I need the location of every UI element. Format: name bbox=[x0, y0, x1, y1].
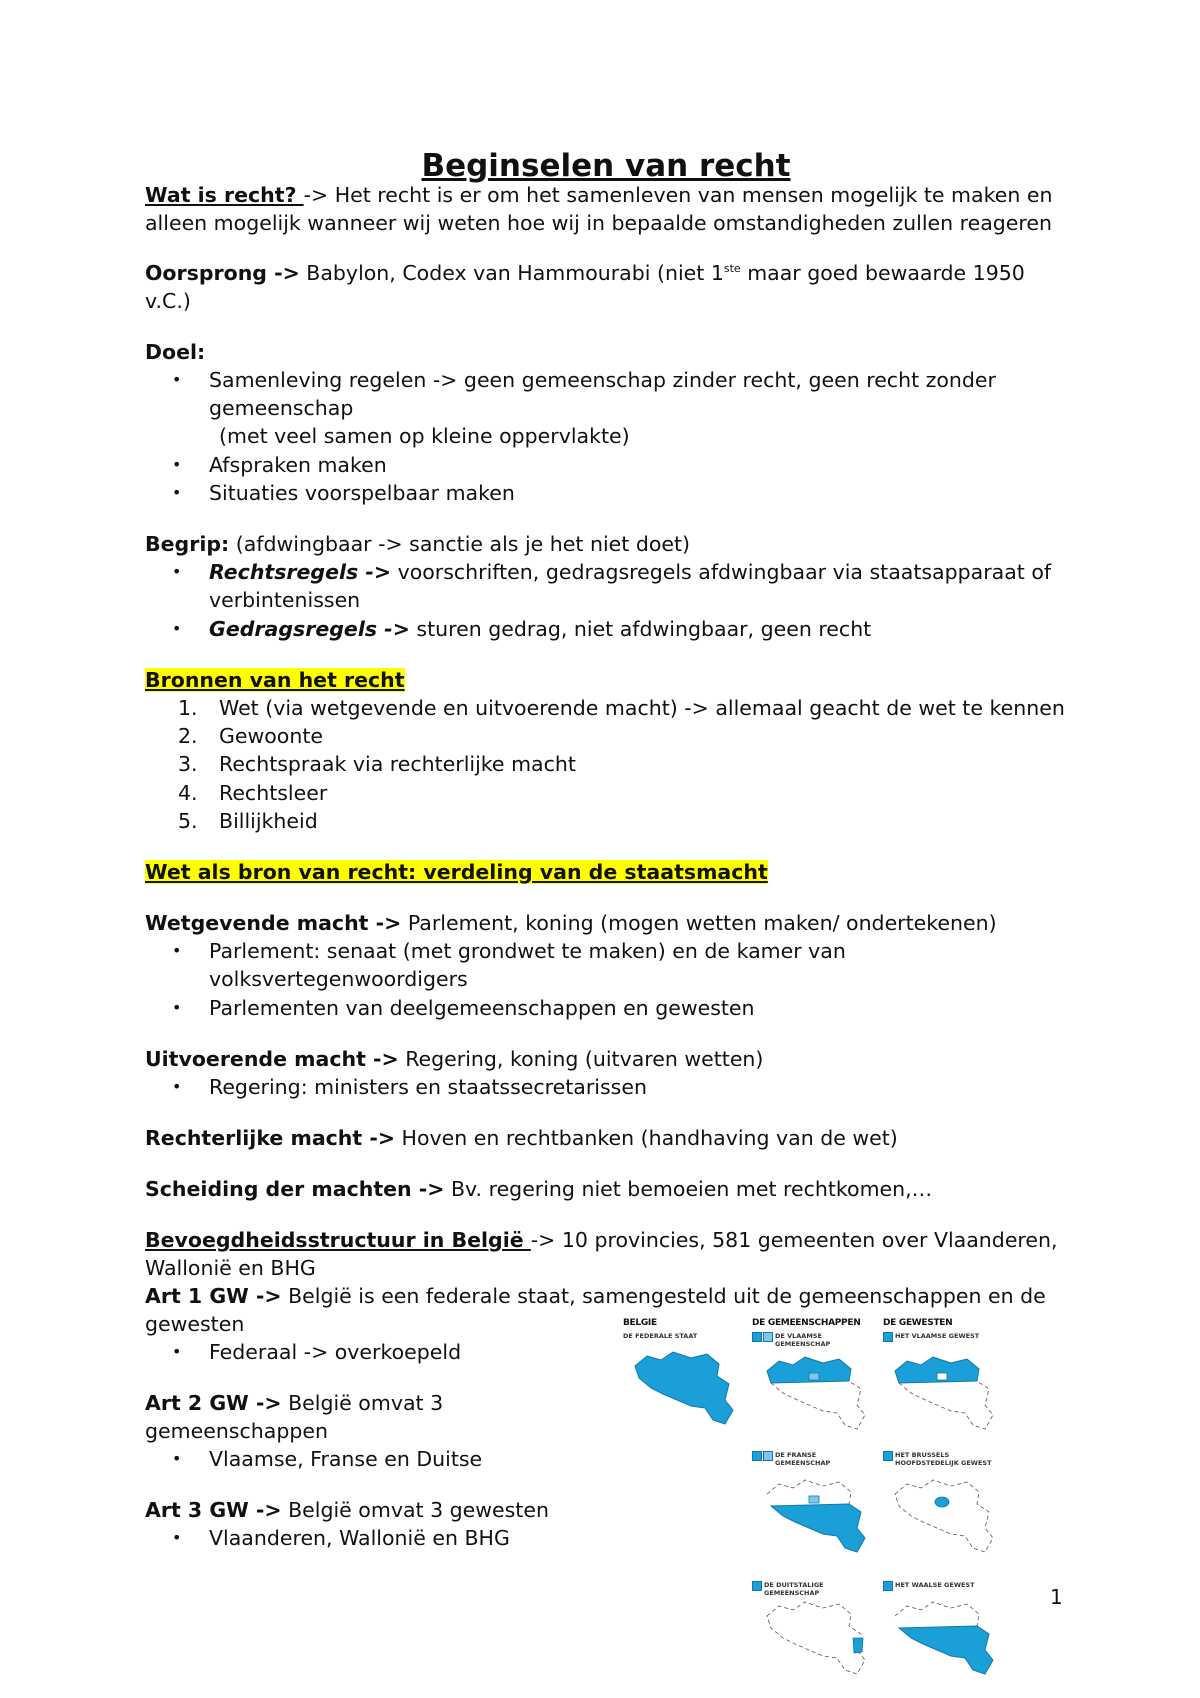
art1-item-1: Federaal -> overkoepeld bbox=[209, 1340, 462, 1364]
bullet-icon: • bbox=[172, 562, 182, 581]
art1-line bbox=[145, 1282, 1046, 1310]
legend-brussels-gewest: HET BRUSSELS HOOFDSTEDELIJK GEWEST bbox=[895, 1451, 992, 1467]
bevoegdheid-line-2: Wallonië en BHG bbox=[145, 1256, 316, 1280]
rechterlijke-text: Hoven en rechtbanken (handhaving van de wet) bbox=[395, 1126, 898, 1150]
uitvoerende-label: Uitvoerende macht -> bbox=[145, 1047, 399, 1071]
bronnen-heading bbox=[145, 666, 405, 694]
bullet-icon: • bbox=[172, 1449, 182, 1468]
wet-heading bbox=[145, 858, 768, 886]
doel-item-1-line-3: (met veel samen op kleine oppervlakte) bbox=[219, 424, 630, 448]
legend-swatch bbox=[763, 1451, 773, 1461]
wetgevende-item-1-line-2: volksvertegenwoordigers bbox=[209, 967, 468, 991]
rechtsregels-label: Rechtsregels -> bbox=[209, 560, 392, 584]
begrip-item-1 bbox=[209, 558, 1051, 586]
oorsprong-label: Oorsprong -> bbox=[145, 261, 300, 285]
oorsprong-sup: ste bbox=[723, 262, 741, 276]
bullet-icon: • bbox=[172, 619, 182, 638]
uitvoerende-text: Regering, koning (uitvaren wetten) bbox=[398, 1047, 764, 1071]
begrip-label: Begrip: bbox=[145, 532, 230, 556]
bullet-icon: • bbox=[172, 1077, 182, 1096]
legend-swatch bbox=[883, 1581, 893, 1591]
scheiding-label: Scheiding der machten -> bbox=[145, 1177, 445, 1201]
legend-swatch bbox=[752, 1581, 762, 1591]
vlaams-gewest-map bbox=[893, 1353, 998, 1433]
duitstalige-gemeenschap-map bbox=[765, 1598, 870, 1678]
art1-line-2: gewesten bbox=[145, 1312, 245, 1336]
art3-item-1: Vlaanderen, Wallonië en BHG bbox=[209, 1526, 510, 1550]
bullet-icon: • bbox=[172, 1528, 182, 1547]
bullet-icon: • bbox=[172, 483, 182, 502]
doel-item-2: Afspraken maken bbox=[209, 453, 387, 477]
art2-label: Art 2 GW -> bbox=[145, 1391, 282, 1415]
bronnen-item-1: Wet (via wetgevende en uitvoerende macht) -> allemaal geacht de wet te kennen bbox=[219, 696, 1065, 720]
waals-gewest-map bbox=[893, 1598, 998, 1678]
wetgevende-line bbox=[145, 909, 997, 937]
map-col-label-gewesten: DE GEWESTEN bbox=[883, 1318, 953, 1328]
map-col-label-belgie: BELGIE bbox=[623, 1318, 657, 1328]
list-number: 1. bbox=[178, 696, 198, 720]
franse-gemeenschap-map bbox=[765, 1476, 870, 1556]
vlaamse-gemeenschap-map bbox=[765, 1353, 870, 1433]
intro-line-2: alleen mogelijk wanneer wij weten hoe wij in bepaalde omstandigheden zullen reageren bbox=[145, 211, 1053, 235]
art2-line bbox=[145, 1389, 443, 1417]
list-number: 3. bbox=[178, 752, 198, 776]
legend-swatch bbox=[752, 1451, 762, 1461]
bevoegdheid-text: -> 10 provincies, 581 gemeenten over Vlaanderen, bbox=[530, 1228, 1058, 1252]
legend-vlaamse-gemeenschap: DE VLAAMSE GEMEENSCHAP bbox=[775, 1332, 831, 1348]
federal-map bbox=[633, 1348, 738, 1428]
bullet-icon: • bbox=[172, 370, 182, 389]
legend-swatch bbox=[752, 1332, 762, 1342]
art3-text: België omvat 3 gewesten bbox=[281, 1498, 549, 1522]
doel-item-3: Situaties voorspelbaar maken bbox=[209, 481, 515, 505]
page-number: 1 bbox=[1050, 1585, 1063, 1609]
rechterlijke-label: Rechterlijke macht -> bbox=[145, 1126, 396, 1150]
intro-text: -> Het recht is er om het samenleven van mensen mogelijk te maken en bbox=[303, 183, 1053, 207]
intro-line-1 bbox=[145, 181, 1052, 209]
art2-text: België omvat 3 bbox=[281, 1391, 444, 1415]
document-title: Beginselen van recht bbox=[421, 148, 791, 184]
bronnen-item-5: Billijkheid bbox=[219, 809, 318, 833]
doel-item-1-line-1: Samenleving regelen -> geen gemeenschap zinder recht, geen recht zonder bbox=[209, 368, 996, 392]
art2-line-2: gemeenschappen bbox=[145, 1419, 328, 1443]
art2-item-1: Vlaamse, Franse en Duitse bbox=[209, 1447, 483, 1471]
belgium-structure-figure bbox=[615, 1318, 1000, 1678]
legend-swatch bbox=[883, 1332, 893, 1342]
art1-text: België is een federale staat, samengesteld uit de gemeenschappen en de bbox=[281, 1284, 1046, 1308]
oorsprong-text-a: Babylon, Codex van Hammourabi (niet 1 bbox=[299, 261, 724, 285]
rechtsregels-text: voorschriften, gedragsregels afdwingbaar via staatsapparaat of bbox=[391, 560, 1052, 584]
begrip-line bbox=[145, 530, 690, 558]
bronnen-item-3: Rechtspraak via rechterlijke macht bbox=[219, 752, 576, 776]
wetgevende-item-1-line-1: Parlement: senaat (met grondwet te maken) en de kamer van bbox=[209, 939, 846, 963]
bullet-icon: • bbox=[172, 941, 182, 960]
list-number: 5. bbox=[178, 809, 198, 833]
bevoegdheid-line-1 bbox=[145, 1226, 1058, 1254]
legend-swatch bbox=[883, 1451, 893, 1461]
bullet-icon: • bbox=[172, 998, 182, 1017]
wetgevende-item-2: Parlementen van deelgemeenschappen en gewesten bbox=[209, 996, 755, 1020]
bevoegdheid-label: Bevoegdheidsstructuur in België bbox=[145, 1228, 531, 1252]
art1-label: Art 1 GW -> bbox=[145, 1284, 282, 1308]
gedragsregels-text: sturen gedrag, niet afdwingbaar, geen recht bbox=[409, 617, 872, 641]
list-number: 2. bbox=[178, 724, 198, 748]
brussels-gewest-map bbox=[893, 1476, 998, 1556]
begrip-item-1-line-2: verbintenissen bbox=[209, 588, 361, 612]
oorsprong-line-1 bbox=[145, 259, 1025, 287]
art3-line bbox=[145, 1496, 549, 1524]
bronnen-heading-text: Bronnen van het recht bbox=[145, 668, 405, 692]
wetgevende-text: Parlement, koning (mogen wetten maken/ ondertekenen) bbox=[401, 911, 997, 935]
map-col-label-gemeenschappen: DE GEMEENSCHAPPEN bbox=[752, 1318, 861, 1328]
bronnen-item-2: Gewoonte bbox=[219, 724, 323, 748]
rechterlijke-line bbox=[145, 1124, 898, 1152]
scheiding-text: Bv. regering niet bemoeien met rechtkomen,… bbox=[444, 1177, 933, 1201]
legend-duitstalige-gemeenschap: DE DUITSTALIGE GEMEENSCHAP bbox=[764, 1581, 824, 1597]
art3-label: Art 3 GW -> bbox=[145, 1498, 282, 1522]
scheiding-line bbox=[145, 1175, 932, 1203]
uitvoerende-item-1: Regering: ministers en staatssecretarissen bbox=[209, 1075, 647, 1099]
legend-swatch bbox=[763, 1332, 773, 1342]
wetgevende-label: Wetgevende macht -> bbox=[145, 911, 402, 935]
legend-federale-staat: DE FEDERALE STAAT bbox=[623, 1332, 698, 1340]
bullet-icon: • bbox=[172, 1342, 182, 1361]
wet-heading-text: Wet als bron van recht: verdeling van de staatsmacht bbox=[145, 860, 768, 884]
oorsprong-text-b: maar goed bewaarde 1950 bbox=[740, 261, 1025, 285]
legend-franse-gemeenschap: DE FRANSE GEMEENSCHAP bbox=[775, 1451, 831, 1467]
intro-label: Wat is recht? bbox=[145, 183, 304, 207]
uitvoerende-line bbox=[145, 1045, 763, 1073]
bronnen-item-4: Rechtsleer bbox=[219, 781, 328, 805]
legend-waals-gewest: HET WAALSE GEWEST bbox=[895, 1581, 975, 1589]
begrip-text: (afdwingbaar -> sanctie als je het niet doet) bbox=[229, 532, 691, 556]
doel-label: Doel: bbox=[145, 340, 206, 364]
oorsprong-line-2: v.C.) bbox=[145, 289, 191, 313]
gedragsregels-label: Gedragsregels -> bbox=[209, 617, 410, 641]
legend-vlaams-gewest: HET VLAAMSE GEWEST bbox=[895, 1332, 980, 1340]
list-number: 4. bbox=[178, 781, 198, 805]
doel-heading bbox=[145, 338, 205, 366]
doel-item-1-line-2: gemeenschap bbox=[209, 396, 354, 420]
begrip-item-2 bbox=[209, 615, 871, 643]
bullet-icon: • bbox=[172, 455, 182, 474]
